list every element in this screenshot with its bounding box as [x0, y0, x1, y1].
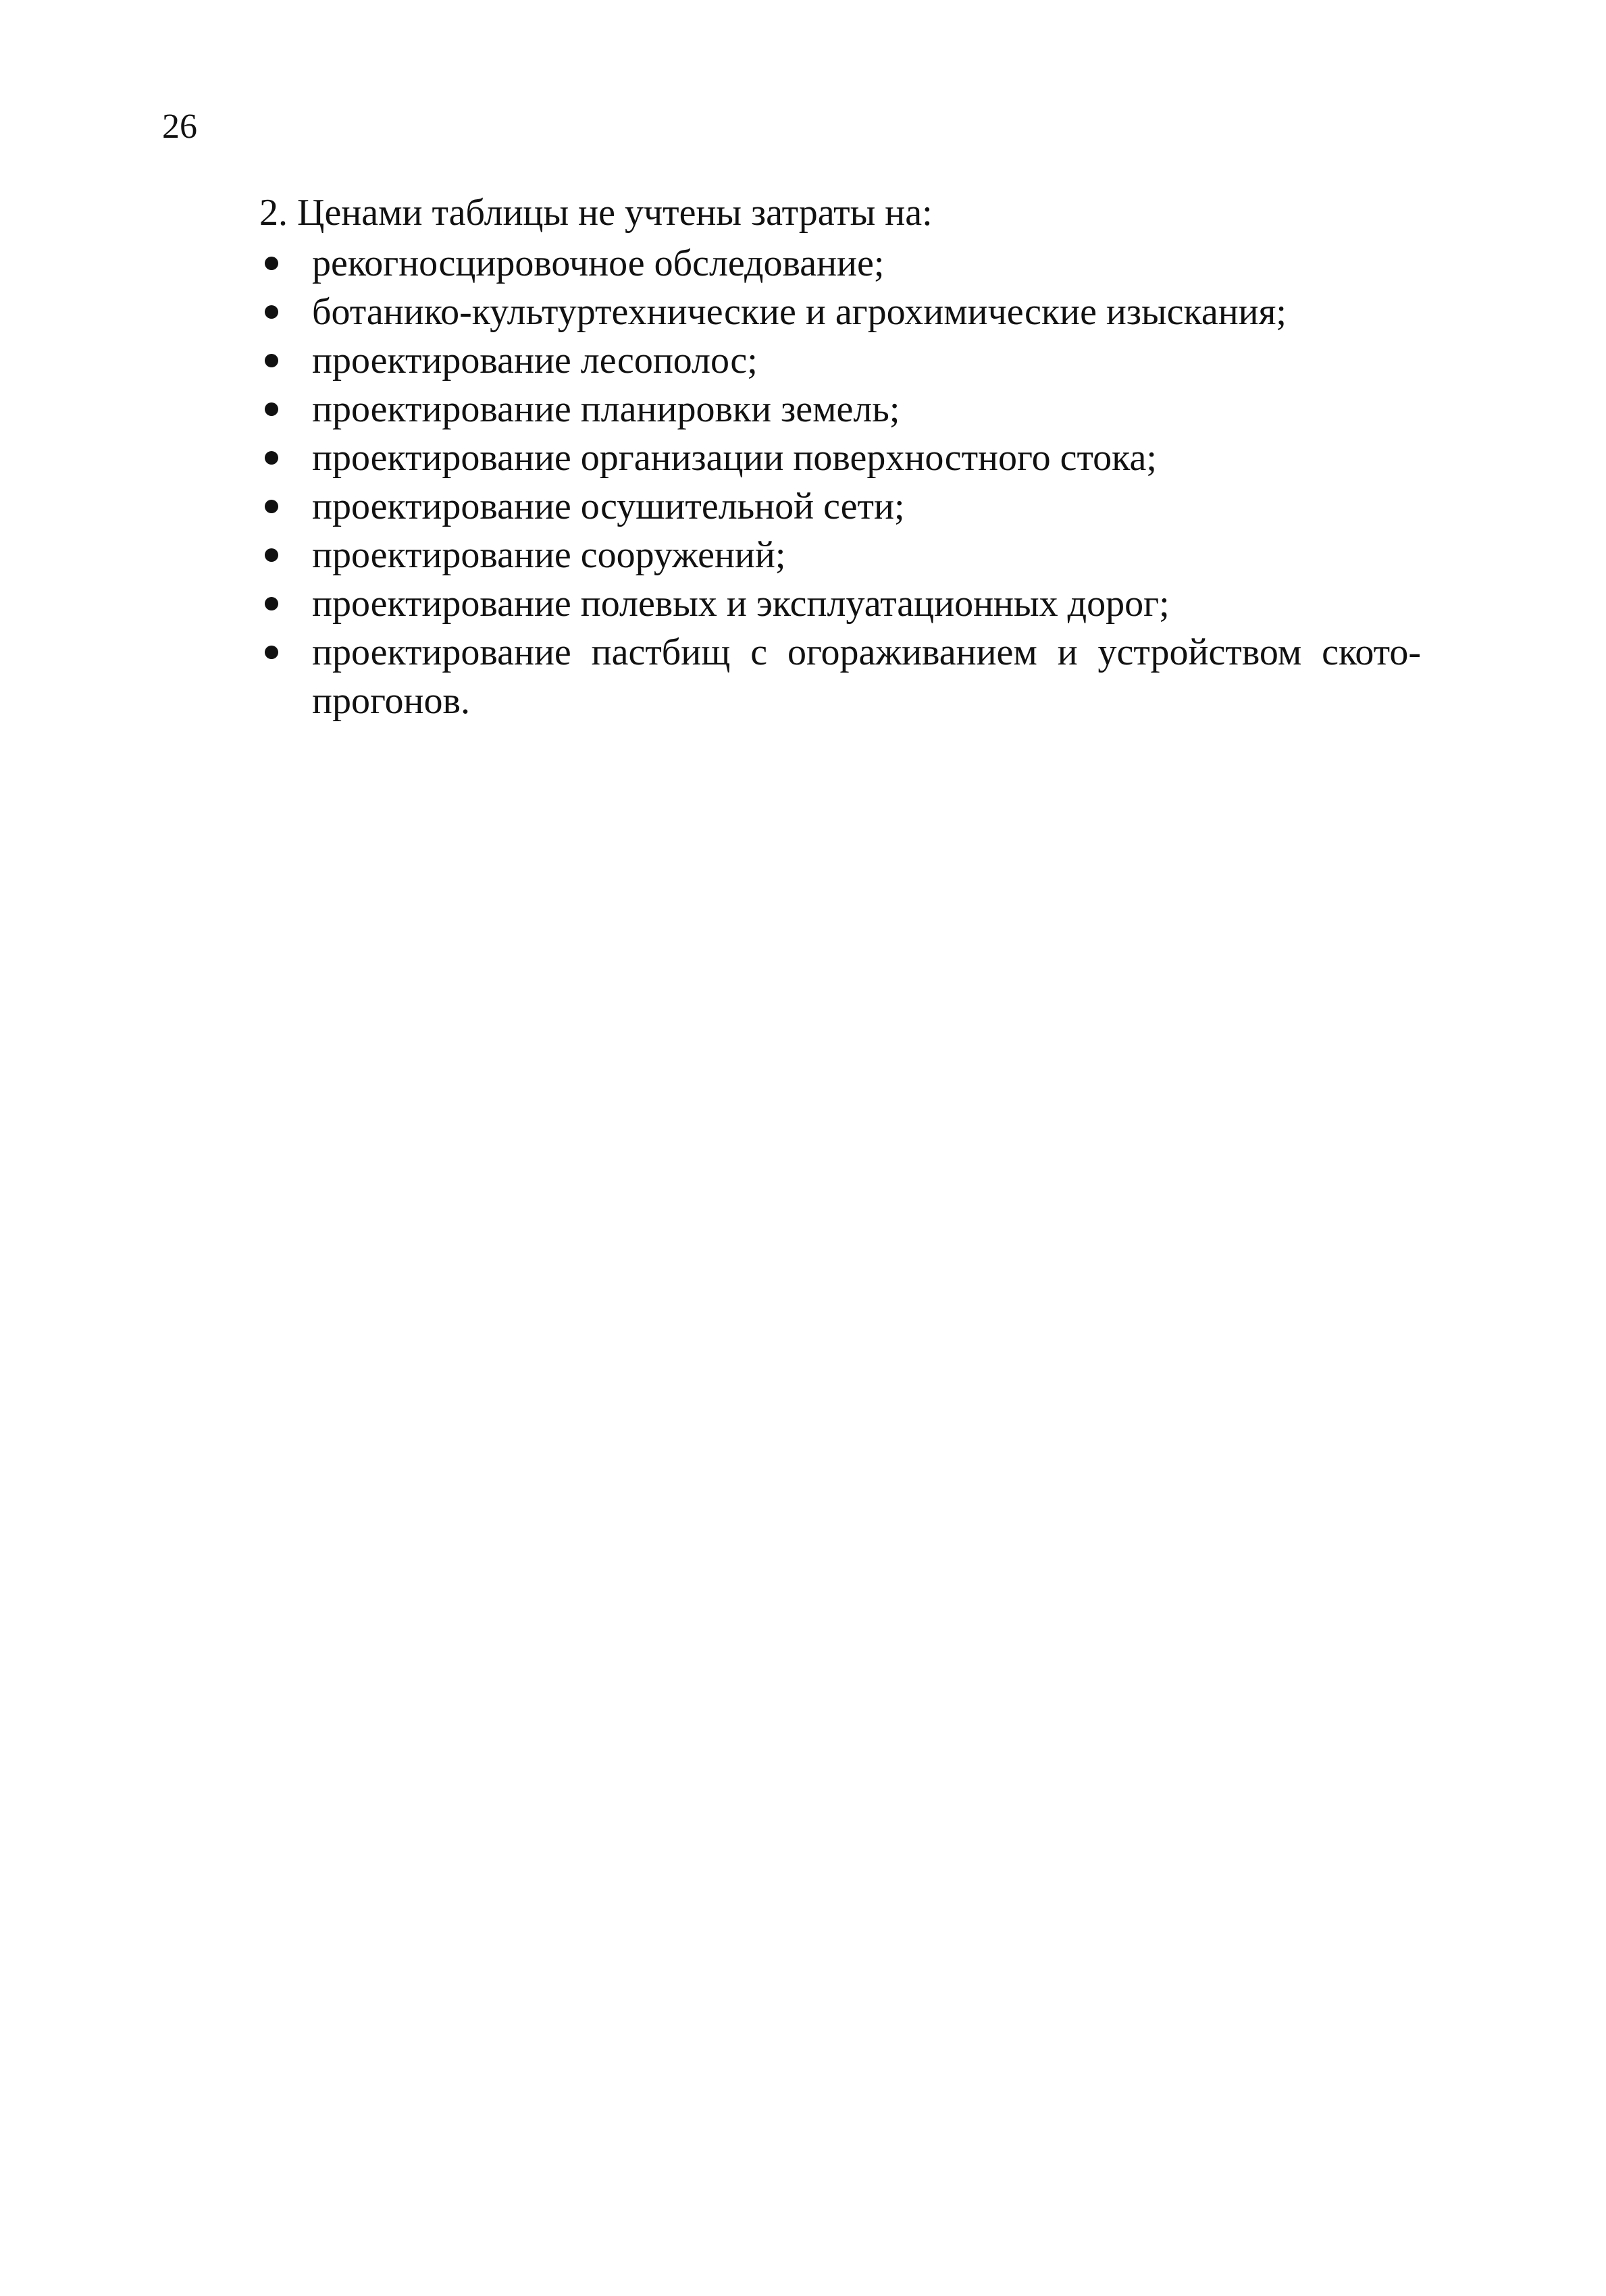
- list-item-text: рекогносцировочное обследование;: [312, 242, 885, 284]
- list-item: [259, 531, 1421, 579]
- bullet-list: [259, 239, 1421, 725]
- list-item: [259, 239, 1421, 288]
- list-item-text: проектирование лесополос;: [312, 340, 758, 382]
- bullet-icon: [265, 548, 278, 562]
- list-item: [259, 579, 1421, 628]
- bullet-icon: [265, 257, 278, 270]
- list-item-text: проектирование планировки земель;: [312, 388, 900, 430]
- list-item-text: проектирование пастбищ с огораживанием и устройством ското-прогонов.: [312, 631, 1421, 722]
- bullet-icon: [265, 305, 278, 319]
- list-item-text: проектирование организации поверхностного стока;: [312, 437, 1157, 479]
- list-item: [259, 288, 1421, 336]
- bullet-icon: [265, 402, 278, 416]
- list-item: [259, 482, 1421, 531]
- list-item-text: проектирование полевых и эксплуатационных дорог;: [312, 583, 1170, 625]
- list-item-text: проектирование осушительной сети;: [312, 486, 905, 527]
- list-item-text: проектирование сооружений;: [312, 534, 786, 576]
- bullet-icon: [265, 500, 278, 513]
- bullet-icon: [265, 646, 278, 659]
- list-item: [259, 336, 1421, 385]
- list-item: [259, 385, 1421, 434]
- page-number: 26: [162, 107, 197, 146]
- intro-text: 2. Ценами таблицы не учтены затраты на:: [259, 192, 933, 234]
- bullet-icon: [265, 354, 278, 367]
- list-item: [259, 434, 1421, 482]
- list-item: [259, 628, 1421, 725]
- list-item-text: ботанико-культуртехнические и агрохимические изыскания;: [312, 291, 1287, 333]
- bullet-icon: [265, 451, 278, 465]
- bullet-icon: [265, 597, 278, 610]
